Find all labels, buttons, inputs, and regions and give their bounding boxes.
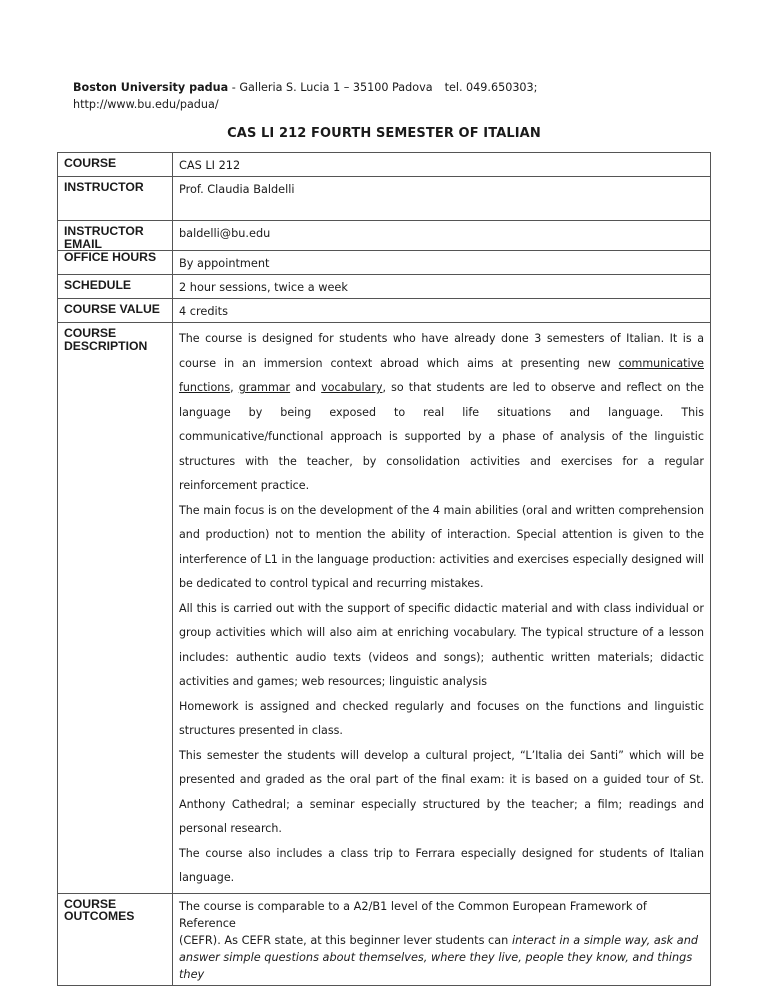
- outcomes-line-1: The course is comparable to a A2/B1 level of the Common European Framework of: [179, 899, 647, 913]
- label-course: COURSE: [58, 153, 173, 177]
- label-email: [58, 221, 173, 251]
- label-outcomes-line2: OUTCOMES: [64, 909, 135, 923]
- table-row-office-hours: [58, 251, 711, 275]
- description-paragraph-6: The course also includes a class trip to Ferrara especially designed for students of Italian language.: [179, 846, 704, 884]
- value-description: [173, 323, 711, 894]
- link-communicative-functions: communicative functions: [179, 356, 704, 394]
- table-row-outcomes: [58, 893, 711, 985]
- outcomes-line-3: (CEFR). As CEFR state, at this beginner lever students can interact in a simple way, ask and answer simple questions about themselves, where they live, people they know, and things they: [179, 933, 699, 981]
- value-course-value: 4 credits: [173, 299, 711, 323]
- outcomes-line-2: Reference: [179, 916, 236, 930]
- table-row-instructor: [58, 177, 711, 221]
- header-line-1: [73, 79, 713, 96]
- value-course: CAS LI 212: [173, 153, 711, 177]
- table-row-course: [58, 153, 711, 177]
- org-phone: tel. 049.650303;: [444, 81, 538, 94]
- org-address: Galleria S. Lucia 1 – 35100 Padova: [239, 81, 433, 94]
- page-header: [73, 79, 713, 113]
- description-paragraph-1: The course is designed for students who have already done 3 semesters of Italian. It is a course in an immersion context abroad which aims at presenting new communicative functions, grammar and vocabulary, so that students are led to observe and reflect on the language by being exposed to real life situations and language. This communicative/functional approach is supported by a phase of analysis of the linguistic structures with the teacher, by consolidation activities and exercises for a regular reinforcement practice.: [179, 332, 704, 492]
- org-name: Boston University padua: [73, 81, 229, 94]
- label-course-value: COURSE VALUE: [58, 299, 173, 323]
- label-instructor: INSTRUCTOR: [58, 177, 173, 221]
- value-email[interactable]: baldelli@bu.edu: [173, 221, 711, 251]
- link-grammar: grammar: [238, 381, 291, 394]
- description-paragraph-5: This semester the students will develop a cultural project, “L’Italia dei Santi” which will be presented and graded as the oral part of the final exam: it is based on a guided tour of St. Anthony Cathedral; a seminar especially structured by the teacher; a film; readings and personal research.: [179, 748, 704, 835]
- label-description: [58, 323, 173, 894]
- description-paragraph-4: Homework is assigned and checked regularly and focuses on the functions and linguistic structures presented in class.: [179, 699, 704, 737]
- value-instructor: Prof. Claudia Baldelli: [173, 177, 711, 221]
- org-url[interactable]: http://www.bu.edu/padua/: [73, 98, 219, 111]
- table-row-course-value: [58, 299, 711, 323]
- label-email-line1: INSTRUCTOR: [64, 224, 144, 238]
- description-paragraph-3: All this is carried out with the support of specific didactic material and with class individual or group activities which will also aim at enriching vocabulary. The typical structure of a lesson includes: authentic audio texts (videos and songs); authentic written materials; didactic activities and games; web resources; linguistic analysis: [179, 601, 704, 688]
- label-office-hours: OFFICE HOURS: [58, 251, 173, 275]
- link-vocabulary: vocabulary: [321, 381, 383, 394]
- table-row-description: [58, 323, 711, 894]
- table-row-schedule: [58, 275, 711, 299]
- label-outcomes-line1: COURSE: [64, 896, 117, 911]
- document-title: CAS LI 212 FOURTH SEMESTER OF ITALIAN: [227, 126, 541, 141]
- description-paragraph-2: The main focus is on the development of the 4 main abilities (oral and written comprehension and production) not to mention the ability of interaction. Special attention is given to the interference of L1 in the language production: activities and exercises especially designed will be dedicated to control typical and recurring mistakes.: [179, 503, 704, 590]
- label-schedule: SCHEDULE: [58, 275, 173, 299]
- label-outcomes: [58, 893, 173, 985]
- value-office-hours: By appointment: [173, 251, 711, 275]
- label-email-line2: EMAIL: [64, 236, 102, 251]
- value-outcomes: [173, 893, 711, 985]
- course-info-table: [57, 152, 711, 986]
- value-schedule: 2 hour sessions, twice a week: [173, 275, 711, 299]
- label-description-line1: COURSE: [64, 326, 117, 340]
- table-row-email: [58, 221, 711, 251]
- label-description-line2: DESCRIPTION: [64, 338, 148, 353]
- header-separator: -: [228, 81, 240, 94]
